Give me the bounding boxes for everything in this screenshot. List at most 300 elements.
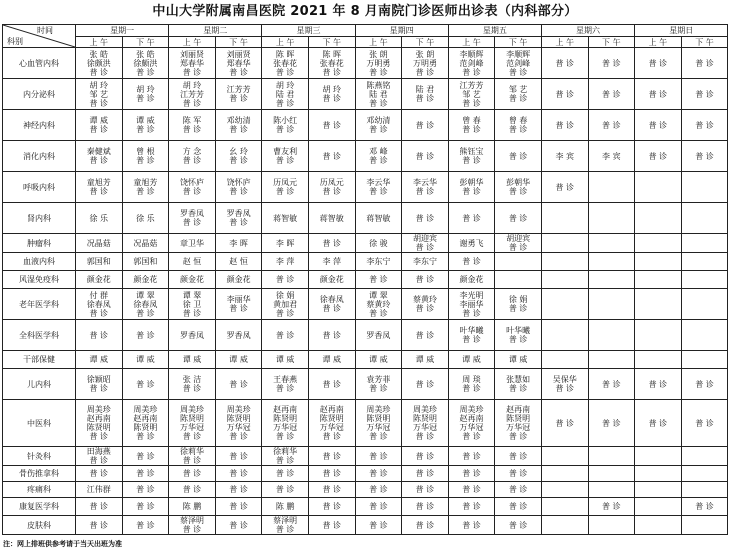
doctor-entry: 周美珍 xyxy=(226,405,251,414)
department-name: 干部保健 xyxy=(3,351,76,369)
doctor-entry: 罗香凤 xyxy=(179,330,204,340)
department-row xyxy=(3,203,728,234)
doctor-entry: 李丽华 xyxy=(459,299,484,309)
doctor-entry: 徐 乐 xyxy=(136,213,155,223)
doctor-entry: 徐 乐 xyxy=(89,213,109,223)
doctor-entry: 叶华曦 xyxy=(506,326,531,335)
corner-dept-label: 科别 xyxy=(7,37,23,46)
doctor-entry: 普 诊 xyxy=(602,89,621,99)
doctor-entry: 方 念 xyxy=(182,147,202,156)
doctor-entry: 普 诊 xyxy=(89,187,109,196)
doctor-entry: 普 诊 xyxy=(415,243,435,252)
schedule-cell xyxy=(402,48,449,79)
doctor-entry: 吴保华 xyxy=(552,375,577,384)
schedule-cell xyxy=(76,482,123,498)
doctor-entry: 李 萍 xyxy=(322,257,342,266)
doctor-entry: 徐 骏 xyxy=(369,238,388,248)
schedule-cell xyxy=(495,482,542,498)
doctor-entry: 邓幼清 xyxy=(226,116,251,125)
doctor-entry: 普 诊 xyxy=(229,125,248,134)
doctor-entry: 普 诊 xyxy=(555,58,574,68)
doctor-entry: 普 诊 xyxy=(229,187,248,196)
schedule-cell xyxy=(215,498,262,516)
doctor-entry: 刘丽贤 xyxy=(226,49,251,59)
doctor-entry: 李 宾 xyxy=(555,151,574,161)
doctor-entry: 万华冠 xyxy=(459,423,484,432)
doctor-entry: 普 诊 xyxy=(322,469,342,478)
department-row xyxy=(3,447,728,466)
schedule-cell xyxy=(448,447,495,466)
schedule-cell xyxy=(588,466,635,482)
doctor-entry: 普 诊 xyxy=(462,125,481,134)
doctor-entry: 万华冠 xyxy=(179,423,204,432)
schedule-cell xyxy=(76,48,123,79)
doctor-entry: 郑春华 xyxy=(179,58,204,68)
doctor-entry: 普 诊 xyxy=(322,502,342,511)
doctor-entry: 普 诊 xyxy=(415,379,435,389)
department-row xyxy=(3,289,728,320)
doctor-entry: 胡 玲 xyxy=(275,80,295,90)
schedule-cell xyxy=(76,172,123,203)
doctor-entry: 周美珍 xyxy=(459,405,484,414)
schedule-cell xyxy=(541,141,588,172)
doctor-entry: 普 诊 xyxy=(369,156,388,165)
schedule-cell xyxy=(215,141,262,172)
schedule-cell xyxy=(635,234,682,253)
doctor-entry: 普 诊 xyxy=(508,304,528,313)
schedule-cell xyxy=(402,253,449,271)
header-row-days xyxy=(3,25,728,37)
schedule-cell xyxy=(588,203,635,234)
schedule-cell xyxy=(355,482,402,498)
schedule-cell xyxy=(541,48,588,79)
schedule-cell xyxy=(355,253,402,271)
schedule-cell xyxy=(262,141,309,172)
doctor-entry: 陈 晖 xyxy=(322,49,342,59)
doctor-entry: 普 诊 xyxy=(229,520,248,530)
schedule-cell xyxy=(681,172,728,203)
schedule-cell xyxy=(495,234,542,253)
page-title: 中山大学附属南昌医院 2021 年 8 月南院门诊医师出诊表（内科部分） xyxy=(152,4,578,19)
doctor-entry: 万华冠 xyxy=(412,423,437,432)
doctor-entry: 普 诊 xyxy=(89,330,109,340)
department-row xyxy=(3,516,728,535)
schedule-cell xyxy=(541,516,588,535)
afternoon-header: 下 午 xyxy=(308,37,355,48)
doctor-entry: 普 诊 xyxy=(322,520,342,530)
afternoon-header: 下 午 xyxy=(402,37,449,48)
schedule-cell xyxy=(76,110,123,141)
schedule-cell xyxy=(308,447,355,466)
doctor-entry: 普 诊 xyxy=(415,432,435,441)
day-header: 星期日 xyxy=(635,25,728,37)
doctor-entry: 普 诊 xyxy=(555,182,574,192)
doctor-entry: 张春花 xyxy=(319,58,344,68)
doctor-entry: 普 诊 xyxy=(415,275,435,284)
schedule-cell xyxy=(588,253,635,271)
schedule-cell xyxy=(681,482,728,498)
doctor-entry: 普 诊 xyxy=(415,94,435,103)
doctor-entry: 普 诊 xyxy=(648,58,668,68)
doctor-entry: 普 诊 xyxy=(648,120,668,130)
schedule-cell xyxy=(402,400,449,447)
doctor-entry: 普 诊 xyxy=(555,384,574,393)
doctor-entry: 黄加君 xyxy=(273,299,298,309)
doctor-entry: 蒋智敏 xyxy=(366,213,391,223)
doctor-entry: 饶怀庐 xyxy=(226,178,251,187)
schedule-cell xyxy=(169,498,216,516)
doctor-entry: 张 洁 xyxy=(182,375,202,384)
doctor-entry: 蔡黄玲 xyxy=(412,295,437,304)
doctor-entry: 普 诊 xyxy=(322,94,342,103)
doctor-entry: 普 诊 xyxy=(229,485,248,494)
day-header: 星期五 xyxy=(448,25,541,37)
department-row xyxy=(3,400,728,447)
schedule-cell xyxy=(122,289,169,320)
doctor-entry: 普 诊 xyxy=(322,379,342,389)
schedule-cell xyxy=(635,482,682,498)
doctor-entry: 普 诊 xyxy=(508,243,528,252)
doctor-entry: 赵 恒 xyxy=(182,257,202,266)
doctor-entry: 普 诊 xyxy=(275,330,295,340)
doctor-entry: 陆 君 xyxy=(369,89,388,99)
schedule-cell xyxy=(355,48,402,79)
schedule-cell xyxy=(215,400,262,447)
doctor-entry: 颜金花 xyxy=(459,275,484,284)
doctor-entry: 徐春凤 xyxy=(133,299,158,309)
doctor-entry: 郭国和 xyxy=(86,257,111,266)
schedule-cell xyxy=(635,369,682,400)
doctor-entry: 彭朝华 xyxy=(459,178,484,187)
doctor-entry: 赵再南 xyxy=(273,405,298,414)
doctor-entry: 李顺辉 xyxy=(459,49,484,59)
schedule-cell xyxy=(635,289,682,320)
doctor-entry: 谭 威 xyxy=(89,116,109,125)
doctor-entry: 谭 威 xyxy=(415,355,435,364)
doctor-entry: 普 诊 xyxy=(415,485,435,494)
corner-cell xyxy=(3,25,76,48)
schedule-cell xyxy=(355,79,402,110)
doctor-entry: 邓幼清 xyxy=(366,116,391,125)
doctor-entry: 普 诊 xyxy=(508,520,528,530)
schedule-cell xyxy=(215,369,262,400)
department-name: 中医科 xyxy=(3,400,76,447)
schedule-cell xyxy=(122,141,169,172)
doctor-entry: 普 诊 xyxy=(229,502,248,511)
schedule-cell xyxy=(495,516,542,535)
schedule-cell xyxy=(588,482,635,498)
schedule-cell xyxy=(402,79,449,110)
schedule-cell xyxy=(215,447,262,466)
doctor-entry: 彭朝华 xyxy=(506,178,531,187)
department-row xyxy=(3,141,728,172)
doctor-entry: 李 晖 xyxy=(275,238,295,248)
doctor-entry: 普 诊 xyxy=(462,384,481,393)
schedule-cell xyxy=(308,498,355,516)
day-header: 星期四 xyxy=(355,25,448,37)
doctor-entry: 普 诊 xyxy=(322,151,342,161)
doctor-entry: 陈 晖 xyxy=(275,49,295,59)
schedule-cell xyxy=(495,447,542,466)
schedule-cell xyxy=(635,253,682,271)
schedule-cell xyxy=(76,516,123,535)
schedule-cell xyxy=(588,320,635,351)
doctor-entry: 普 诊 xyxy=(89,456,109,465)
doctor-entry: 李东宁 xyxy=(412,257,437,266)
doctor-entry: 李云华 xyxy=(412,178,437,187)
doctor-entry: 普 诊 xyxy=(229,67,248,77)
doctor-entry: 李 宾 xyxy=(602,151,621,161)
schedule-cell xyxy=(448,516,495,535)
doctor-entry: 胡 玲 xyxy=(322,85,342,94)
doctor-entry: 普 诊 xyxy=(415,451,435,461)
schedule-cell xyxy=(308,172,355,203)
schedule-cell xyxy=(122,516,169,535)
schedule-cell xyxy=(76,203,123,234)
doctor-entry: 颜金花 xyxy=(226,275,251,284)
doctor-entry: 万明勇 xyxy=(412,58,437,68)
doctor-entry: 邓 峰 xyxy=(369,147,388,156)
doctor-entry: 普 诊 xyxy=(89,125,109,134)
doctor-entry: 普 诊 xyxy=(275,384,295,393)
doctor-entry: 普 诊 xyxy=(89,384,109,393)
schedule-cell xyxy=(635,110,682,141)
doctor-entry: 普 诊 xyxy=(695,58,714,68)
doctor-entry: 普 诊 xyxy=(89,67,109,77)
doctor-entry: 谭 威 xyxy=(462,355,481,364)
schedule-cell xyxy=(448,271,495,289)
schedule-cell xyxy=(169,253,216,271)
schedule-cell xyxy=(402,516,449,535)
doctor-entry: 普 诊 xyxy=(275,525,295,534)
doctor-entry: 普 诊 xyxy=(322,120,342,130)
schedule-cell xyxy=(355,447,402,466)
doctor-entry: 谭 威 xyxy=(229,355,248,364)
schedule-cell xyxy=(76,369,123,400)
department-name: 疼痛科 xyxy=(3,482,76,498)
doctor-entry: 普 诊 xyxy=(182,156,202,165)
schedule-cell xyxy=(541,498,588,516)
department-name: 消化内科 xyxy=(3,141,76,172)
schedule-cell xyxy=(495,466,542,482)
doctor-entry: 普 诊 xyxy=(136,485,155,494)
doctor-entry: 曾 春 xyxy=(508,116,528,125)
doctor-entry: 张 朗 xyxy=(415,49,435,59)
doctor-entry: 周美珍 xyxy=(179,405,204,414)
doctor-entry: 普 诊 xyxy=(182,98,202,108)
schedule-cell xyxy=(262,203,309,234)
doctor-entry: 历凤元 xyxy=(273,178,298,187)
doctor-entry: 普 诊 xyxy=(415,67,435,77)
department-row xyxy=(3,253,728,271)
schedule-cell xyxy=(541,447,588,466)
doctor-entry: 徐 娟 xyxy=(275,290,295,300)
doctor-entry: 普 诊 xyxy=(369,308,388,318)
doctor-entry: 邹 艺 xyxy=(508,85,528,94)
schedule-cell xyxy=(402,110,449,141)
doctor-entry: 普 诊 xyxy=(602,58,621,68)
department-name: 康复医学科 xyxy=(3,498,76,516)
doctor-entry: 普 诊 xyxy=(182,187,202,196)
schedule-cell xyxy=(76,466,123,482)
morning-header: 上 午 xyxy=(169,37,216,48)
doctor-entry: 普 诊 xyxy=(136,469,155,478)
department-name: 皮肤科 xyxy=(3,516,76,535)
schedule-cell xyxy=(262,498,309,516)
schedule-cell xyxy=(122,79,169,110)
doctor-entry: 谭 威 xyxy=(322,355,342,364)
schedule-cell xyxy=(495,79,542,110)
day-header: 星期三 xyxy=(262,25,355,37)
schedule-cell xyxy=(215,253,262,271)
department-row xyxy=(3,48,728,79)
doctor-entry: 普 诊 xyxy=(462,257,481,266)
schedule-cell xyxy=(541,172,588,203)
doctor-entry: 普 诊 xyxy=(182,485,202,494)
doctor-entry: 李云华 xyxy=(366,178,391,187)
schedule-cell xyxy=(495,48,542,79)
schedule-cell xyxy=(402,498,449,516)
doctor-entry: 徐莉华 xyxy=(179,447,204,456)
schedule-cell xyxy=(495,271,542,289)
schedule-cell xyxy=(308,141,355,172)
doctor-entry: 普 诊 xyxy=(229,451,248,461)
schedule-cell xyxy=(122,48,169,79)
doctor-entry: 陈贤明 xyxy=(179,414,204,423)
doctor-entry: 普 诊 xyxy=(182,384,202,393)
schedule-cell xyxy=(635,203,682,234)
doctor-entry: 邹 艺 xyxy=(462,89,481,99)
doctor-entry: 张春花 xyxy=(273,58,298,68)
department-row xyxy=(3,482,728,498)
schedule-cell xyxy=(76,351,123,369)
doctor-entry: 谭 翠 xyxy=(136,290,155,300)
doctor-entry: 普 诊 xyxy=(89,502,109,511)
doctor-entry: 胡迎宾 xyxy=(412,234,437,243)
schedule-cell xyxy=(541,79,588,110)
doctor-entry: 普 诊 xyxy=(415,304,435,313)
doctor-entry: 范剑峰 xyxy=(506,58,531,68)
doctor-entry: 江伟群 xyxy=(86,485,111,494)
doctor-entry: 胡 玲 xyxy=(89,80,109,90)
schedule-cell xyxy=(541,271,588,289)
doctor-entry: 普 诊 xyxy=(136,308,155,318)
doctor-entry: 陈 鹏 xyxy=(182,502,202,511)
schedule-cell xyxy=(169,79,216,110)
doctor-entry: 赵再南 xyxy=(133,414,158,423)
doctor-entry: 普 诊 xyxy=(275,469,295,478)
schedule-cell xyxy=(635,48,682,79)
doctor-entry: 普 诊 xyxy=(89,520,109,530)
department-name: 老年医学科 xyxy=(3,289,76,320)
doctor-entry: 陈贤明 xyxy=(319,414,344,423)
schedule-cell xyxy=(681,110,728,141)
afternoon-header: 下 午 xyxy=(495,37,542,48)
doctor-entry: 普 诊 xyxy=(462,308,481,318)
schedule-cell xyxy=(635,271,682,289)
schedule-cell xyxy=(76,498,123,516)
doctor-entry: 普 诊 xyxy=(369,502,388,511)
schedule-cell xyxy=(448,203,495,234)
department-row xyxy=(3,172,728,203)
doctor-entry: 罗香凤 xyxy=(366,330,391,340)
doctor-entry: 陈小红 xyxy=(273,116,298,125)
schedule-cell xyxy=(122,110,169,141)
schedule-cell xyxy=(402,289,449,320)
schedule-cell xyxy=(122,400,169,447)
department-name: 风湿免疫科 xyxy=(3,271,76,289)
doctor-entry: 普 诊 xyxy=(275,432,295,441)
doctor-entry: 普 诊 xyxy=(508,485,528,494)
doctor-entry: 郑春华 xyxy=(226,58,251,68)
schedule-cell xyxy=(262,351,309,369)
department-row xyxy=(3,320,728,351)
doctor-entry: 普 诊 xyxy=(182,432,202,441)
schedule-cell xyxy=(122,498,169,516)
doctor-entry: 陈贤明 xyxy=(273,414,298,423)
doctor-entry: 普 诊 xyxy=(415,330,435,340)
footnote: 注：网上排班供参考请于当天出班为准 xyxy=(3,540,122,548)
schedule-cell xyxy=(681,498,728,516)
doctor-entry: 普 诊 xyxy=(462,502,481,511)
doctor-entry: 普 诊 xyxy=(182,469,202,478)
schedule-cell xyxy=(495,400,542,447)
doctor-entry: 陈燕铭 xyxy=(366,80,391,90)
schedule-cell xyxy=(122,447,169,466)
doctor-entry: 李光明 xyxy=(459,290,484,300)
doctor-entry: 普 诊 xyxy=(275,456,295,465)
department-name: 内分泌科 xyxy=(3,79,76,110)
doctor-entry: 普 诊 xyxy=(89,432,109,441)
doctor-entry: 普 诊 xyxy=(182,456,202,465)
doctor-entry: 普 诊 xyxy=(508,432,528,441)
schedule-cell xyxy=(169,466,216,482)
schedule-cell xyxy=(308,516,355,535)
doctor-entry: 普 诊 xyxy=(462,520,481,530)
schedule-cell xyxy=(355,234,402,253)
doctor-entry: 普 诊 xyxy=(555,120,574,130)
doctor-entry: 胡 玲 xyxy=(136,85,155,94)
doctor-entry: 李丽华 xyxy=(226,295,251,304)
schedule-cell xyxy=(215,351,262,369)
schedule-cell xyxy=(169,203,216,234)
doctor-entry: 蔡泽明 xyxy=(179,516,204,525)
doctor-entry: 普 诊 xyxy=(369,67,388,77)
schedule-cell xyxy=(76,141,123,172)
afternoon-header: 下 午 xyxy=(681,37,728,48)
schedule-cell xyxy=(495,369,542,400)
schedule-cell xyxy=(308,48,355,79)
schedule-cell xyxy=(355,271,402,289)
schedule-cell xyxy=(402,271,449,289)
schedule-cell xyxy=(122,271,169,289)
schedule-cell xyxy=(635,447,682,466)
schedule-cell xyxy=(308,351,355,369)
schedule-cell xyxy=(355,400,402,447)
doctor-entry: 陆 君 xyxy=(275,89,295,99)
doctor-entry: 周美珍 xyxy=(412,405,437,414)
schedule-cell xyxy=(308,203,355,234)
morning-header: 上 午 xyxy=(262,37,309,48)
doctor-entry: 曾 春 xyxy=(462,116,481,125)
doctor-entry: 普 诊 xyxy=(462,187,481,196)
schedule-cell xyxy=(681,203,728,234)
schedule-cell xyxy=(681,320,728,351)
schedule-table xyxy=(2,24,728,535)
schedule-cell xyxy=(402,234,449,253)
schedule-cell xyxy=(402,482,449,498)
department-row xyxy=(3,498,728,516)
